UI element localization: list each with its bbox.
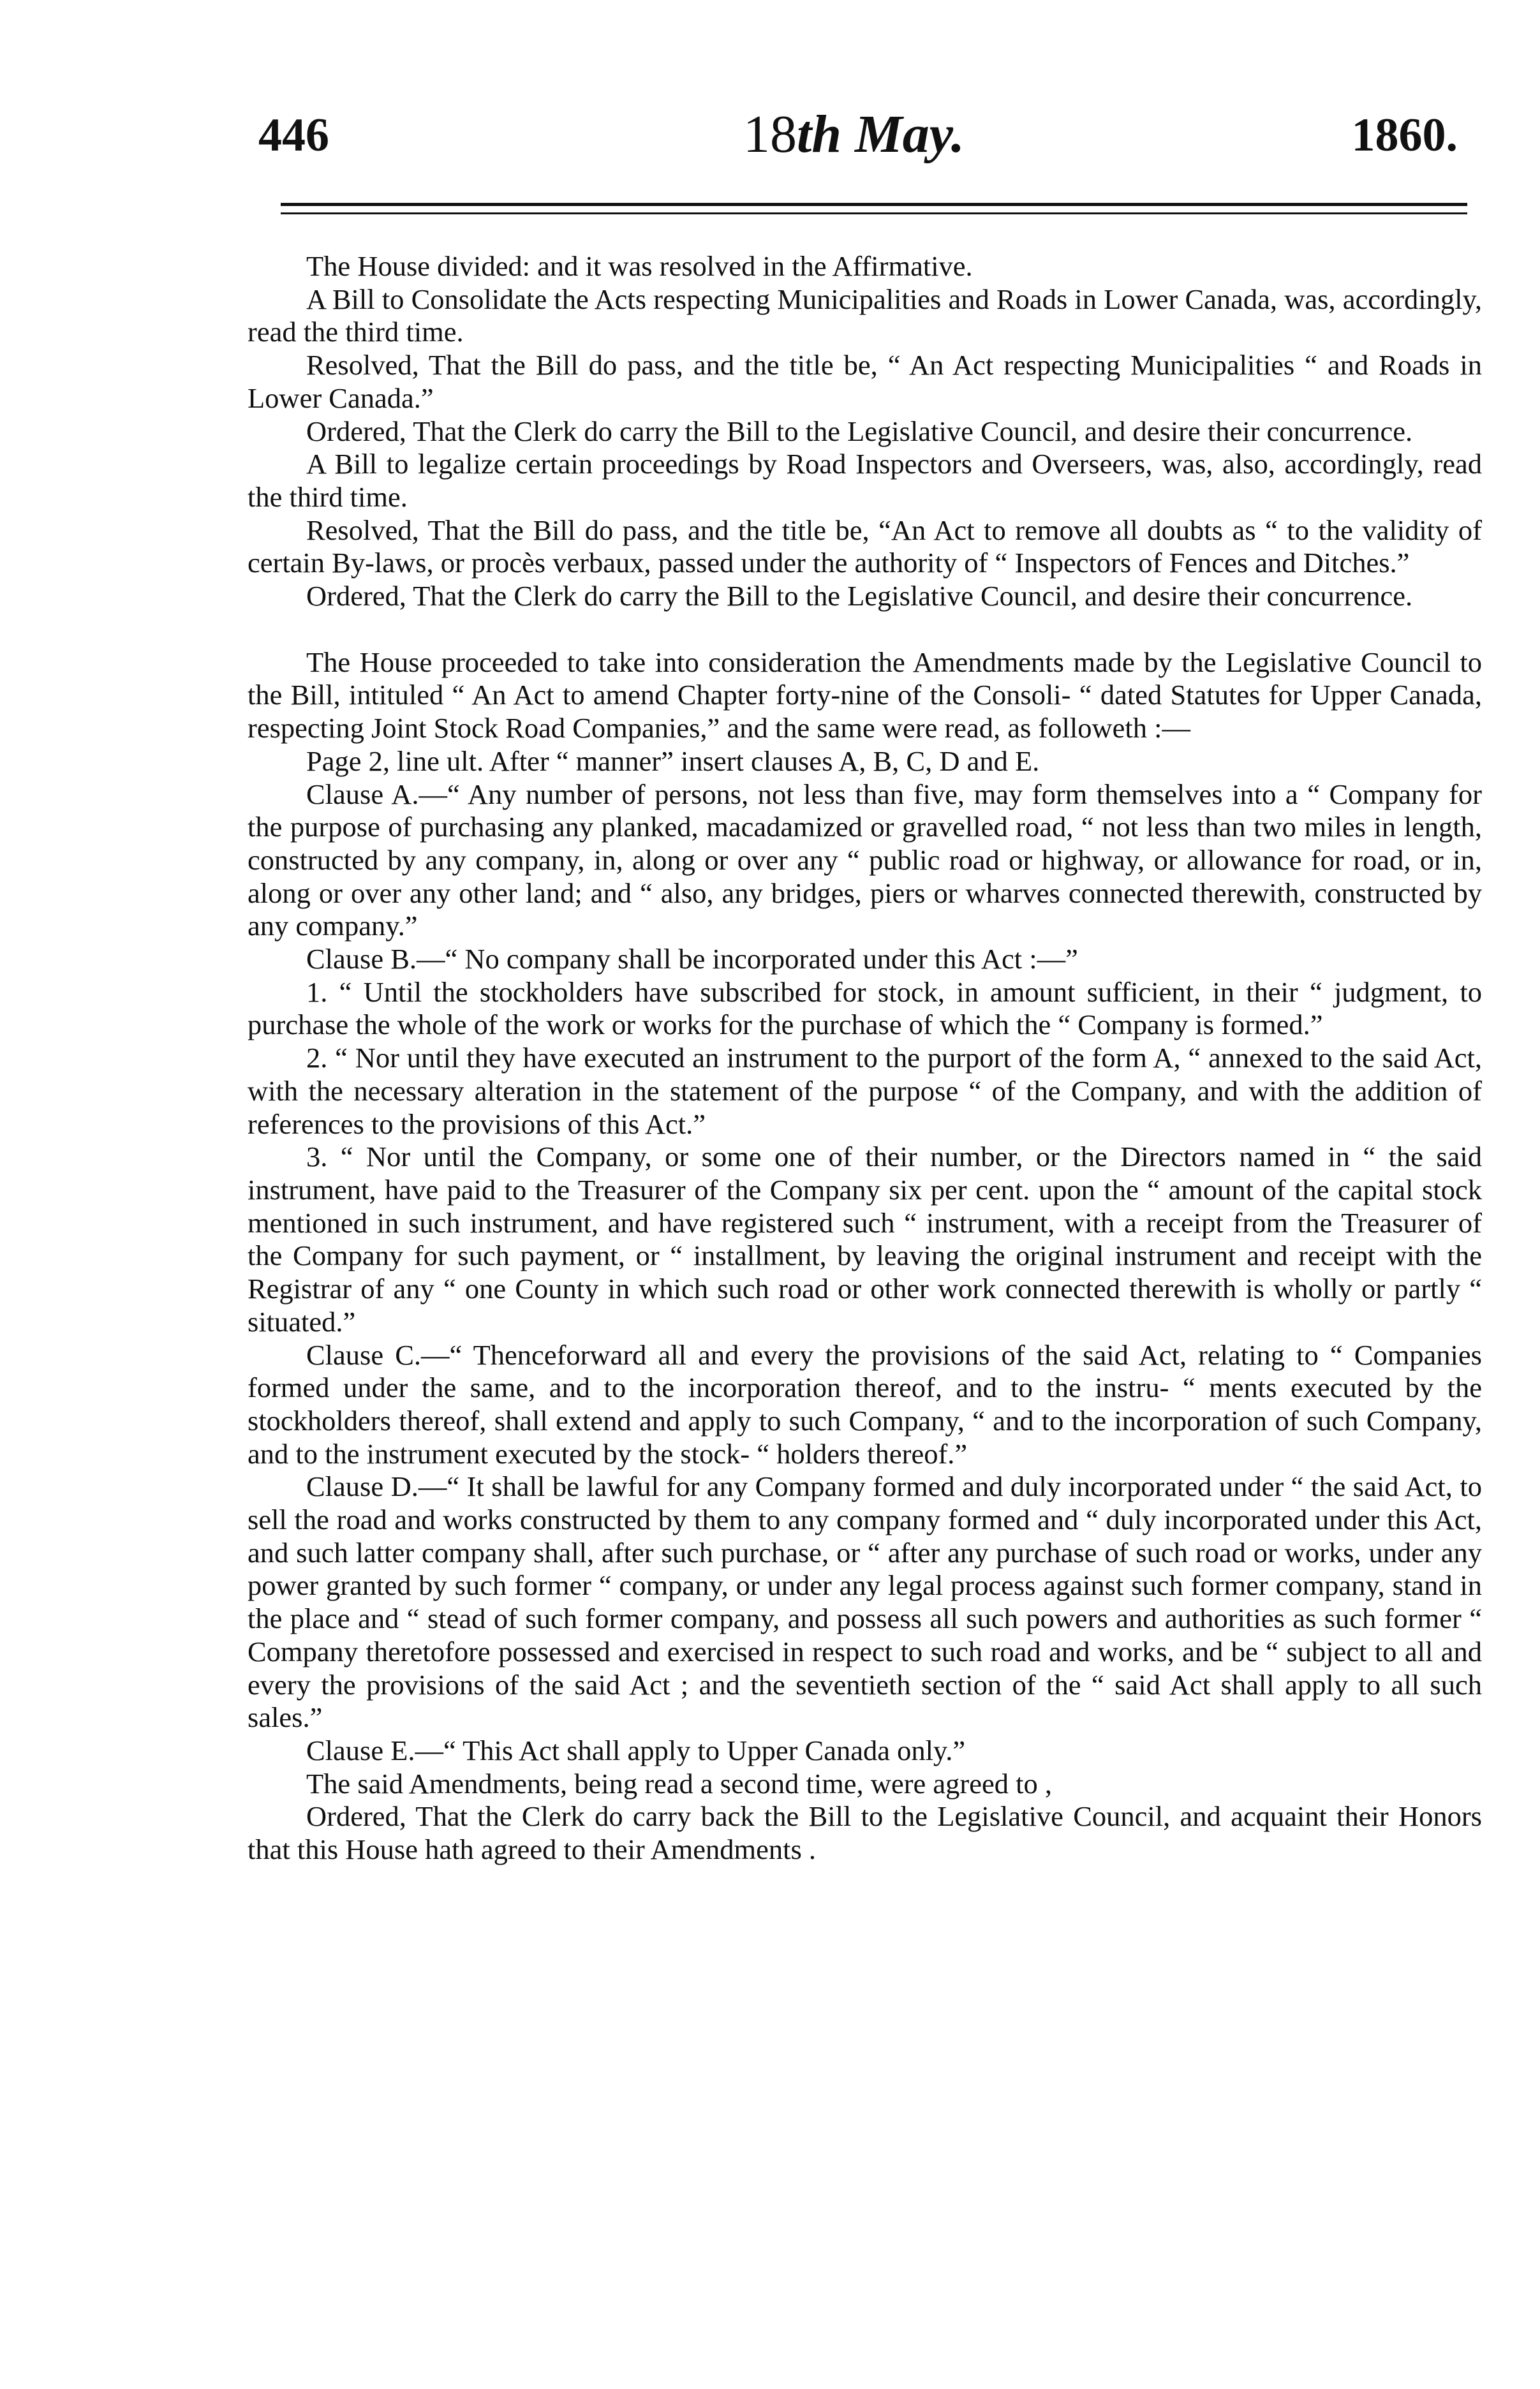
year: 1860. [1351, 109, 1458, 161]
paragraph: Clause C.—“ Thenceforward all and every the provisions of the said Act, relating to “ Companies formed under the same, and to the incorporation thereof, and to the instru- “ ments executed by the stockholders thereof, shall extend and apply to such Company, “ and to the incorporation of such Company, and to the instrument executed by the stock- “ holders thereof.” [248, 1338, 1482, 1470]
date-day: 18 [743, 105, 797, 164]
page-number: 446 [258, 109, 329, 161]
page-header [258, 96, 1470, 179]
paragraph: Clause E.—“ This Act shall apply to Upper Canada only.” [306, 1734, 966, 1766]
paragraph: The House divided: and it was resolved in the Affirmative. [306, 250, 973, 282]
paragraph: 3. “ Nor until the Company, or some one of their number, or the Directors named in “ the said instrument, have paid to the Treasurer of the Company six per cent. upon the “ amount of the capital stock mentioned in such instrument, and have registered such “ instrument, with a receipt from the Treasurer of the Company for such payment, or “ installment, by leaving the original instrument and receipt with the Registrar of any “ one County in which such road or other work connected therewith is wholly or partly “ situated.” [248, 1141, 1482, 1338]
paragraph: Ordered, That the Clerk do carry the Bill to the Legislative Council, and desire their concurrence. [306, 580, 1413, 612]
paragraph: The House proceeded to take into consideration the Amendments made by the Legislative Council to the Bill, intituled “ An Act to amend Chapter forty-nine of the Consoli- “ dated Statutes for Upper Canada, respecting Joint Stock Road Companies,” and the same were read, as followeth :— [248, 646, 1482, 744]
paragraph: 2. “ Nor until they have executed an instrument to the purport of the form A, “ annexed to the said Act, with the necessary alteration in the statement of the purpose “ of the Company, and with the addition of references to the provisions of this Act.” [248, 1042, 1482, 1140]
running-title [743, 103, 965, 165]
paragraph: The said Amendments, being read a second time, were agreed to , [306, 1767, 1052, 1800]
paragraph: Resolved, That the Bill do pass, and the title be, “ An Act respecting Municipalities “ and Roads in Lower Canada.” [248, 349, 1482, 414]
paragraph: A Bill to Consolidate the Acts respecting Municipalities and Roads in Lower Canada, was, accordingly, read the third time. [248, 283, 1482, 348]
paragraph: Clause D.—“ It shall be lawful for any Company formed and duly incorporated under “ the said Act, to sell the road and works constructed by them to any company formed and “ duly incorporated under this Act, and such latter company shall, after such purchase, or “ after any purchase of such road or works, under any power granted by such former “ company, or under any legal process against such former company, stand in the place and “ stead of such former company, and possess all such powers and authorities as such former “ Company theretofore possessed and exercised in respect to such road and works, and be “ subject to all and every the provisions of the said Act ; and the seventieth section of the “ said Act shall apply to all such sales.” [248, 1470, 1482, 1734]
paragraph: 1. “ Until the stockholders have subscribed for stock, in amount sufficient, in their “ judgment, to purchase the whole of the work or works for the purchase of which the “ Company is formed.” [248, 975, 1482, 1041]
paragraph: Ordered, That the Clerk do carry back the Bill to the Legislative Council, and acquaint their Honors that this House hath agreed to their Amendments . [248, 1800, 1482, 1866]
header-rule-top [281, 203, 1467, 206]
paragraph: Clause A.—“ Any number of persons, not less than five, may form themselves into a “ Company for the purpose of purchasing any planked, macadamized or gravelled road, “ not less than two miles in length, constructed by any company, in, along or over any “ public road or highway, or allowance for road, or in, along or over any other land; and “ also, any bridges, piers or wharves connected therewith, constructed by any company.” [248, 778, 1482, 942]
paragraph: A Bill to legalize certain proceedings by Road Inspectors and Overseers, was, also, accordingly, read the third time. [248, 448, 1482, 513]
paragraph: Clause B.—“ No company shall be incorporated under this Act :—” [306, 943, 1078, 975]
header-rule-bottom [281, 212, 1467, 214]
paragraph: Ordered, That the Clerk do carry the Bill to the Legislative Council, and desire their concurrence. [306, 415, 1413, 447]
paragraph: Page 2, line ult. After “ manner” insert clauses A, B, C, D and E. [306, 744, 1040, 777]
body-text [248, 250, 1482, 1867]
date-month: th May. [797, 105, 965, 164]
paragraph: Resolved, That the Bill do pass, and the title be, “An Act to remove all doubts as “ to the validity of certain By-laws, or procès verbaux, passed under the authority of “ Inspectors of Fences and Ditches.” [248, 514, 1482, 579]
